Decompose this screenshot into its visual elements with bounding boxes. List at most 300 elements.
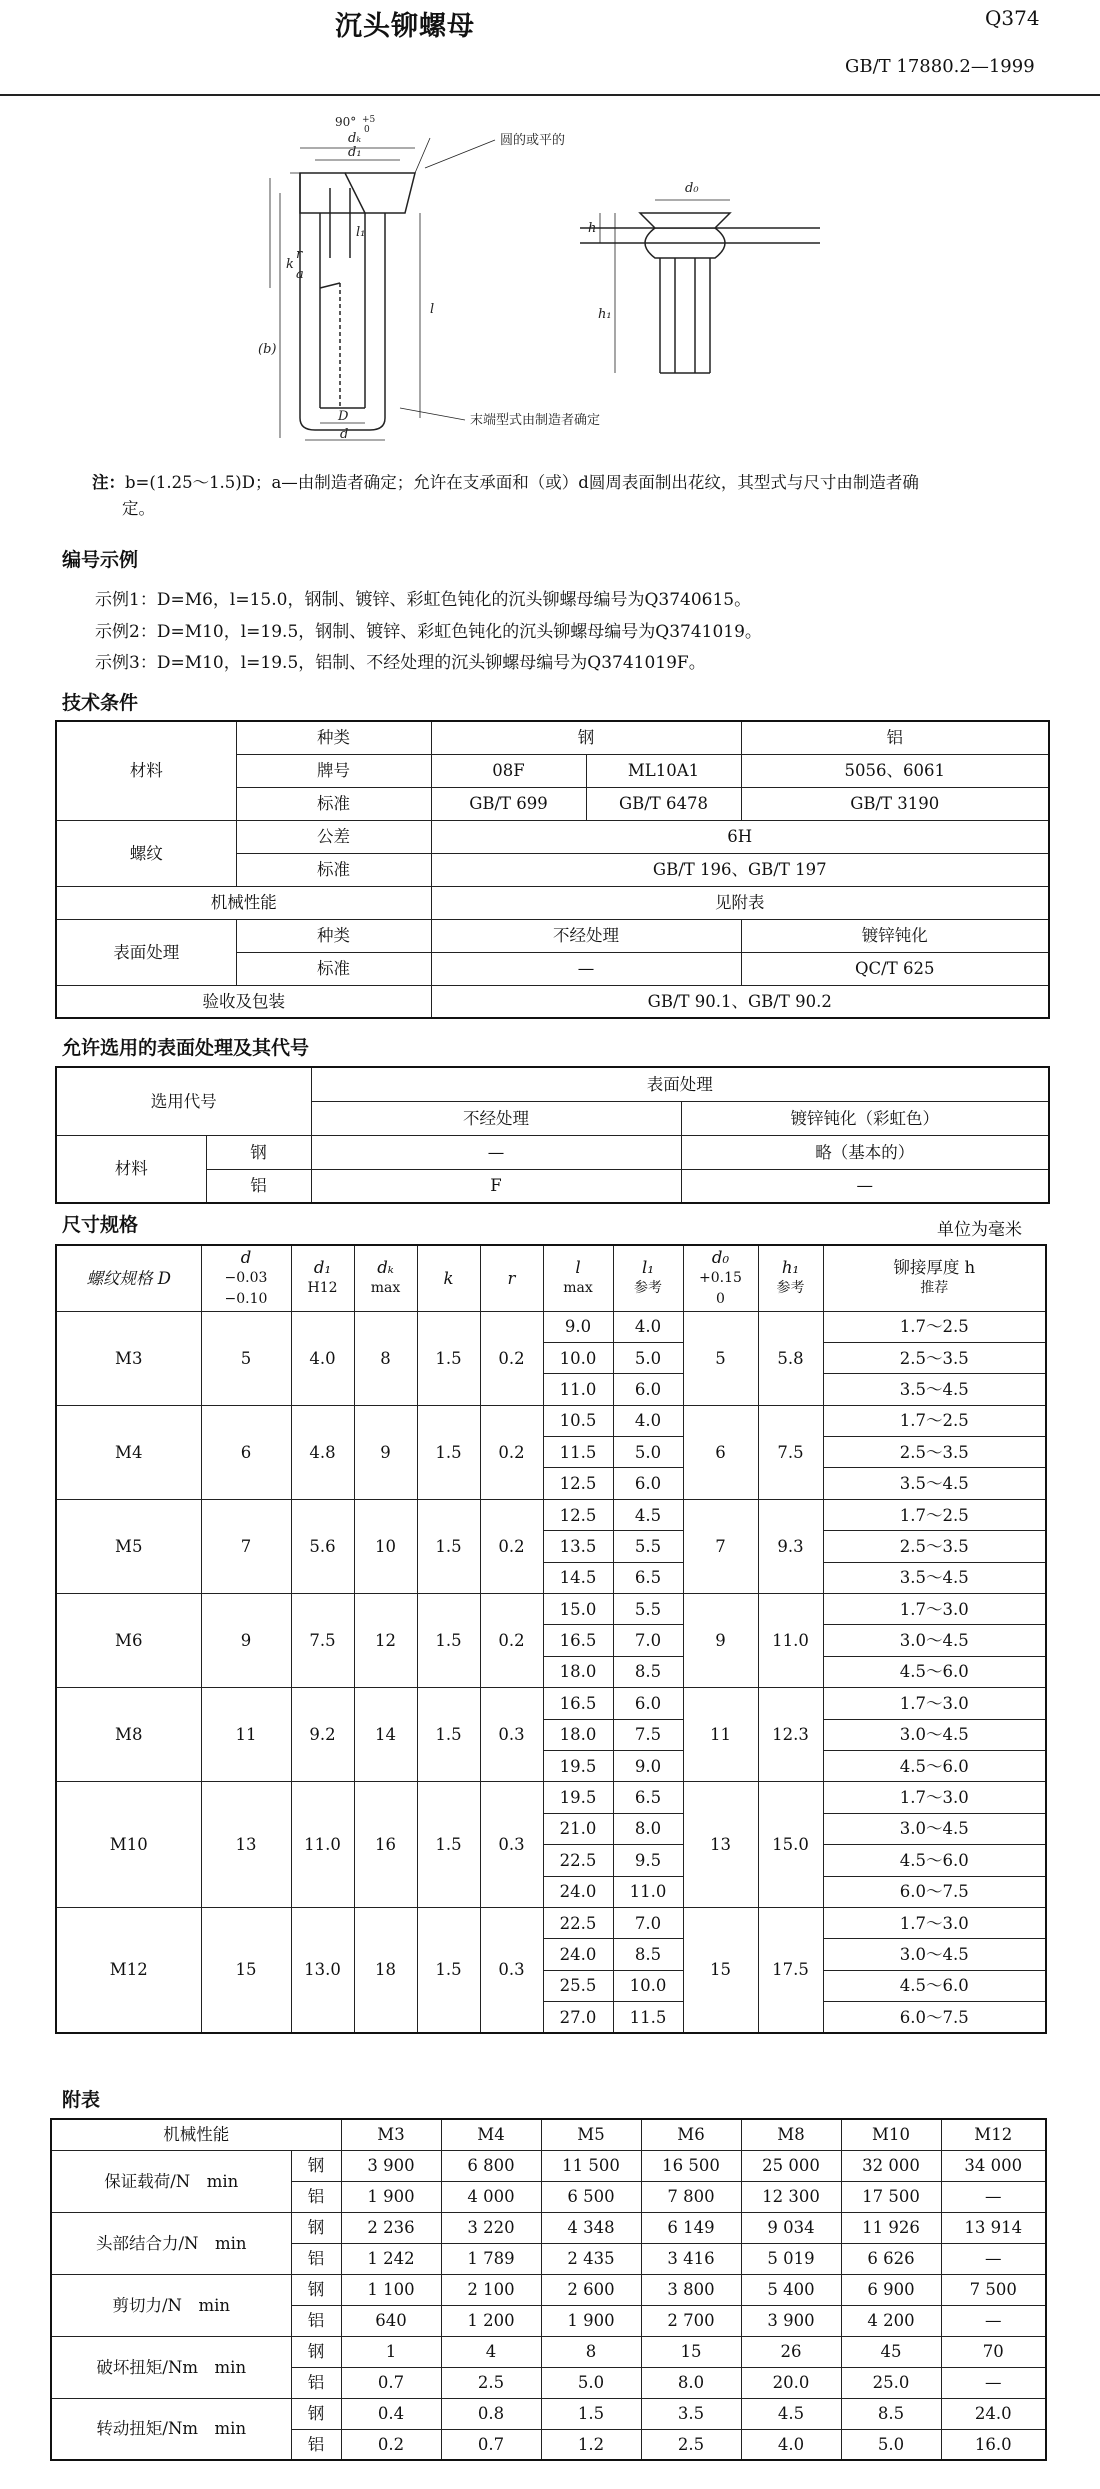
value-cell: 1 <box>341 2336 441 2367</box>
cell: 5.0 <box>613 1342 683 1373</box>
cell: 7.5 <box>291 1594 354 1688</box>
note-label: 注： <box>92 473 125 492</box>
cell: 7.5 <box>758 1405 823 1499</box>
cell: 镀锌钝化 <box>741 919 1049 952</box>
cell: 3.5～4.5 <box>823 1374 1046 1405</box>
value-cell: 34 000 <box>941 2150 1046 2181</box>
cell: 标准 <box>236 853 431 886</box>
value-cell: 6 900 <box>841 2274 941 2305</box>
appendix-header-cell: 机械性能 <box>51 2119 341 2150</box>
cell: 9 <box>201 1594 291 1688</box>
value-cell: 15 <box>641 2336 741 2367</box>
cell: 5 <box>201 1311 291 1405</box>
page-title: 沉头铆螺母 <box>335 11 475 42</box>
cell: 铝 <box>206 1169 311 1203</box>
value-cell: 7 500 <box>941 2274 1046 2305</box>
cell: 5.5 <box>613 1594 683 1625</box>
value-cell: 25.0 <box>841 2367 941 2398</box>
value-cell: 11 926 <box>841 2212 941 2243</box>
cell: GB/T 90.1、GB/T 90.2 <box>431 985 1049 1018</box>
svg-text:k: k <box>286 257 294 272</box>
value-cell: 6 800 <box>441 2150 541 2181</box>
cell: 10.0 <box>613 1970 683 2001</box>
cell: 18.0 <box>543 1719 613 1750</box>
cell: 标准 <box>236 787 431 820</box>
cell: 2.5～3.5 <box>823 1342 1046 1373</box>
cell: 16 <box>354 1782 417 1908</box>
cell: 21.0 <box>543 1813 613 1844</box>
cell: 3.0～4.5 <box>823 1625 1046 1656</box>
cell: 11.0 <box>543 1374 613 1405</box>
cell: 10.5 <box>543 1405 613 1436</box>
property-name: 保证载荷/N min <box>51 2150 291 2212</box>
dims-row <box>56 1405 1046 1436</box>
cell: 1.5 <box>417 1594 480 1688</box>
cell: 验收及包装 <box>56 985 431 1018</box>
cell: 9 <box>354 1405 417 1499</box>
value-cell: 2.5 <box>641 2429 741 2460</box>
material-cell: 钢 <box>291 2150 341 2181</box>
cell: 16.5 <box>543 1625 613 1656</box>
dims-header-dk: dₖ max <box>354 1245 417 1311</box>
cell: 14 <box>354 1688 417 1782</box>
value-cell: 5 019 <box>741 2243 841 2274</box>
part-code: Q374 <box>985 6 1040 30</box>
cell: 4.0 <box>613 1311 683 1342</box>
svg-text:D: D <box>338 409 349 424</box>
cell: 6.5 <box>613 1562 683 1593</box>
cell: 0.2 <box>480 1499 543 1593</box>
value-cell: 12 300 <box>741 2181 841 2212</box>
cell: ML10A1 <box>586 754 741 787</box>
cell: 11 <box>201 1688 291 1782</box>
cell: 13 <box>683 1782 758 1908</box>
cell: 1.5 <box>417 1405 480 1499</box>
appendix-header-cell: M3 <box>341 2119 441 2150</box>
examples-title: 编号示例 <box>62 549 139 571</box>
surface-title: 允许选用的表面处理及其代号 <box>62 1037 310 1059</box>
cell: 1.7～3.0 <box>823 1907 1046 1938</box>
svg-text:90°: 90° <box>335 115 357 129</box>
header-rule <box>0 94 1100 96</box>
cell: 6.0 <box>613 1468 683 1499</box>
cell: 钢 <box>206 1135 311 1169</box>
cell: 7 <box>683 1499 758 1593</box>
svg-text:+5: +5 <box>362 115 376 125</box>
value-cell: 5.0 <box>841 2429 941 2460</box>
material-cell: 钢 <box>291 2212 341 2243</box>
cell: 27.0 <box>543 2002 613 2033</box>
material-cell: 铝 <box>291 2243 341 2274</box>
cell: 4.5～6.0 <box>823 1970 1046 2001</box>
cell: M3 <box>56 1311 201 1405</box>
dims-header-d: d −0.03 −0.10 <box>201 1245 291 1311</box>
value-cell: 4 200 <box>841 2305 941 2336</box>
cell: 6H <box>431 820 1049 853</box>
cell: 2.5～3.5 <box>823 1437 1046 1468</box>
surface-table <box>55 1066 1050 1204</box>
dims-header-d0: d₀ +0.15 0 <box>683 1245 758 1311</box>
cell: M6 <box>56 1594 201 1688</box>
value-cell: 8 <box>541 2336 641 2367</box>
cell: 22.5 <box>543 1907 613 1938</box>
cell: M4 <box>56 1405 201 1499</box>
cell: 12.5 <box>543 1468 613 1499</box>
material-cell: 铝 <box>291 2181 341 2212</box>
cell: 4.8 <box>291 1405 354 1499</box>
cell: 牌号 <box>236 754 431 787</box>
svg-text:0: 0 <box>364 125 370 135</box>
dims-title: 尺寸规格 <box>62 1214 139 1236</box>
cell: 5.5 <box>613 1531 683 1562</box>
appendix-row <box>51 2398 1046 2429</box>
dims-body <box>56 1311 1046 2033</box>
dims-header-h: 铆接厚度 h 推荐 <box>823 1245 1046 1311</box>
cell: 螺纹 <box>56 820 236 886</box>
cell: 15 <box>201 1907 291 2033</box>
cell: 不经处理 <box>311 1101 681 1135</box>
cell: M8 <box>56 1688 201 1782</box>
tech-table <box>55 720 1050 1019</box>
dims-header-r: r <box>480 1245 543 1311</box>
cell: 7.0 <box>613 1625 683 1656</box>
cell: 7.5 <box>613 1719 683 1750</box>
value-cell: 6 500 <box>541 2181 641 2212</box>
cell: 17.5 <box>758 1907 823 2033</box>
cell: 6.0～7.5 <box>823 1876 1046 1907</box>
cell: 25.5 <box>543 1970 613 2001</box>
value-cell: 11 500 <box>541 2150 641 2181</box>
cell: 1.7～2.5 <box>823 1405 1046 1436</box>
property-name: 头部结合力/N min <box>51 2212 291 2274</box>
svg-text:h: h <box>588 221 597 236</box>
value-cell: — <box>941 2181 1046 2212</box>
cell: 9.5 <box>613 1845 683 1876</box>
value-cell: 3 220 <box>441 2212 541 2243</box>
note-text-cont: 定。 <box>122 499 155 518</box>
cell: 6.0～7.5 <box>823 2002 1046 2033</box>
appendix-header-cell: M12 <box>941 2119 1046 2150</box>
cell: 0.2 <box>480 1594 543 1688</box>
cell: 机械性能 <box>56 886 431 919</box>
cell: 0.2 <box>480 1311 543 1405</box>
value-cell: 3 800 <box>641 2274 741 2305</box>
cell: M10 <box>56 1782 201 1908</box>
material-cell: 铝 <box>291 2429 341 2460</box>
value-cell: 6 149 <box>641 2212 741 2243</box>
cell: 13.5 <box>543 1531 613 1562</box>
cell: 15.0 <box>758 1782 823 1908</box>
cell: 6.0 <box>613 1688 683 1719</box>
value-cell: 1 900 <box>341 2181 441 2212</box>
cell: 5.8 <box>758 1311 823 1405</box>
appendix-row <box>51 2212 1046 2243</box>
svg-text:h₁: h₁ <box>598 307 612 322</box>
value-cell: 4 348 <box>541 2212 641 2243</box>
cell: 18 <box>354 1907 417 2033</box>
cell: 7.0 <box>613 1907 683 1938</box>
dims-row <box>56 1688 1046 1719</box>
cell: 19.5 <box>543 1750 613 1781</box>
dims-row <box>56 1311 1046 1342</box>
cell: 10.0 <box>543 1342 613 1373</box>
cell: 3.0～4.5 <box>823 1813 1046 1844</box>
value-cell: 1 789 <box>441 2243 541 2274</box>
appendix-header-row <box>51 2119 1046 2150</box>
cell: 18.0 <box>543 1656 613 1687</box>
cell: 材料 <box>56 1135 206 1203</box>
cell: 11.0 <box>291 1782 354 1908</box>
property-name: 破坏扭矩/Nm min <box>51 2336 291 2398</box>
cell: 5.0 <box>613 1437 683 1468</box>
cell: 3.5～4.5 <box>823 1562 1046 1593</box>
cell: 8.5 <box>613 1939 683 1970</box>
note-text: b=(1.25～1.5)D；a—由制造者确定；允许在支承面和（或）d圆周表面制出花纹，其型式与尺寸由制造者确 <box>125 473 919 492</box>
cell: 9 <box>683 1594 758 1688</box>
svg-text:圆的或平的: 圆的或平的 <box>500 133 566 148</box>
cell: 1.5 <box>417 1907 480 2033</box>
cell: 14.5 <box>543 1562 613 1593</box>
cell: 15.0 <box>543 1594 613 1625</box>
appendix-table <box>50 2118 1047 2461</box>
cell: 9.0 <box>543 1311 613 1342</box>
cell: 16.5 <box>543 1688 613 1719</box>
appendix-header-cell: M10 <box>841 2119 941 2150</box>
cell: GB/T 699 <box>431 787 586 820</box>
cell: M12 <box>56 1907 201 2033</box>
value-cell: 2 435 <box>541 2243 641 2274</box>
value-cell: 13 914 <box>941 2212 1046 2243</box>
cell: 1.5 <box>417 1311 480 1405</box>
cell: 1.7～3.0 <box>823 1594 1046 1625</box>
cell: 1.5 <box>417 1688 480 1782</box>
svg-text:末端型式由制造者确定: 末端型式由制造者确定 <box>470 413 601 428</box>
cell: M5 <box>56 1499 201 1593</box>
cell: 镀锌钝化（彩虹色） <box>681 1101 1049 1135</box>
value-cell: 5 400 <box>741 2274 841 2305</box>
cell: 9.2 <box>291 1688 354 1782</box>
cell: 7 <box>201 1499 291 1593</box>
cell: 材料 <box>56 721 236 820</box>
svg-text:(b): (b) <box>258 342 277 357</box>
appendix-row <box>51 2336 1046 2367</box>
value-cell: 3.5 <box>641 2398 741 2429</box>
property-name: 剪切力/N min <box>51 2274 291 2336</box>
cell: 见附表 <box>431 886 1049 919</box>
value-cell: 2.5 <box>441 2367 541 2398</box>
cell: — <box>431 952 741 985</box>
appendix-row <box>51 2150 1046 2181</box>
svg-text:d₀: d₀ <box>685 181 699 196</box>
cell: 1.7～2.5 <box>823 1499 1046 1530</box>
cell: 4.5～6.0 <box>823 1656 1046 1687</box>
value-cell: 7 800 <box>641 2181 741 2212</box>
cell: 11.0 <box>758 1594 823 1688</box>
dims-header-l1: l₁ 参考 <box>613 1245 683 1311</box>
cell: 15 <box>683 1907 758 2033</box>
appendix-header-cell: M8 <box>741 2119 841 2150</box>
value-cell: 1.5 <box>541 2398 641 2429</box>
appendix-header-cell: M5 <box>541 2119 641 2150</box>
cell: 5056、6061 <box>741 754 1049 787</box>
cell: 1.7～2.5 <box>823 1311 1046 1342</box>
dims-header-k: k <box>417 1245 480 1311</box>
value-cell: — <box>941 2305 1046 2336</box>
cell: 9.3 <box>758 1499 823 1593</box>
material-cell: 铝 <box>291 2305 341 2336</box>
value-cell: 24.0 <box>941 2398 1046 2429</box>
value-cell: 25 000 <box>741 2150 841 2181</box>
value-cell: 17 500 <box>841 2181 941 2212</box>
cell: 19.5 <box>543 1782 613 1813</box>
appendix-header-cell: M4 <box>441 2119 541 2150</box>
cell: 铝 <box>741 721 1049 754</box>
value-cell: 16 500 <box>641 2150 741 2181</box>
cell: 4.5 <box>613 1499 683 1530</box>
value-cell: 1 100 <box>341 2274 441 2305</box>
value-cell: 32 000 <box>841 2150 941 2181</box>
cell: 12.3 <box>758 1688 823 1782</box>
cell: 08F <box>431 754 586 787</box>
cell: 表面处理 <box>56 919 236 985</box>
cell: 表面处理 <box>311 1067 1049 1101</box>
value-cell: 4 000 <box>441 2181 541 2212</box>
value-cell: 3 900 <box>341 2150 441 2181</box>
value-cell: — <box>941 2367 1046 2398</box>
cell: 6.5 <box>613 1782 683 1813</box>
dims-row <box>56 1907 1046 1938</box>
cell: 3.0～4.5 <box>823 1719 1046 1750</box>
svg-text:dₖ: dₖ <box>348 131 362 146</box>
cell: 12.5 <box>543 1499 613 1530</box>
value-cell: 1 242 <box>341 2243 441 2274</box>
cell: 略（基本的） <box>681 1135 1049 1169</box>
cell: — <box>311 1135 681 1169</box>
dims-header-spec: 螺纹规格 D <box>56 1245 201 1311</box>
dims-row <box>56 1499 1046 1530</box>
value-cell: 2 236 <box>341 2212 441 2243</box>
cell: 11 <box>683 1688 758 1782</box>
example-1: 示例1：D=M6，l=15.0，钢制、镀锌、彩虹色钝化的沉头铆螺母编号为Q3740615。 <box>95 590 752 610</box>
value-cell: 3 900 <box>741 2305 841 2336</box>
cell: 0.3 <box>480 1782 543 1908</box>
cell: 24.0 <box>543 1939 613 1970</box>
cell: 22.5 <box>543 1845 613 1876</box>
cell: 1.7～3.0 <box>823 1782 1046 1813</box>
cell: 11.5 <box>543 1437 613 1468</box>
svg-text:r: r <box>296 247 303 262</box>
value-cell: 16.0 <box>941 2429 1046 2460</box>
cell: 4.5～6.0 <box>823 1750 1046 1781</box>
value-cell: 8.5 <box>841 2398 941 2429</box>
cell: 6 <box>201 1405 291 1499</box>
unit-note: 单位为毫米 <box>937 1220 1022 1240</box>
cell: 3.5～4.5 <box>823 1468 1046 1499</box>
cell: 0.2 <box>480 1405 543 1499</box>
svg-text:d₁: d₁ <box>348 145 362 160</box>
cell: 11.0 <box>613 1876 683 1907</box>
appendix-row <box>51 2274 1046 2305</box>
cell: GB/T 3190 <box>741 787 1049 820</box>
material-cell: 钢 <box>291 2398 341 2429</box>
cell: 钢 <box>431 721 741 754</box>
cell: 4.0 <box>613 1405 683 1436</box>
value-cell: 2 700 <box>641 2305 741 2336</box>
cell: 2.5～3.5 <box>823 1531 1046 1562</box>
value-cell: 640 <box>341 2305 441 2336</box>
value-cell: 1 900 <box>541 2305 641 2336</box>
value-cell: 9 034 <box>741 2212 841 2243</box>
cell: 4.5～6.0 <box>823 1845 1046 1876</box>
svg-text:l₁: l₁ <box>356 225 366 240</box>
cell: 0.3 <box>480 1688 543 1782</box>
value-cell: 1 200 <box>441 2305 541 2336</box>
value-cell: 0.8 <box>441 2398 541 2429</box>
appendix-body <box>51 2119 1046 2460</box>
value-cell: 0.7 <box>341 2367 441 2398</box>
example-3: 示例3：D=M10，l=19.5，铝制、不经处理的沉头铆螺母编号为Q3741019F。 <box>95 653 706 673</box>
dims-table <box>55 1244 1047 2034</box>
value-cell: 4 <box>441 2336 541 2367</box>
cell: 种类 <box>236 919 431 952</box>
appendix-header-cell: M6 <box>641 2119 741 2150</box>
value-cell: 3 416 <box>641 2243 741 2274</box>
cell: 1.5 <box>417 1782 480 1908</box>
material-cell: 钢 <box>291 2274 341 2305</box>
cell: 公差 <box>236 820 431 853</box>
value-cell: 0.2 <box>341 2429 441 2460</box>
cell: 6.0 <box>613 1374 683 1405</box>
cell: 0.3 <box>480 1907 543 2033</box>
example-2: 示例2：D=M10，l=19.5，钢制、镀锌、彩虹色钝化的沉头铆螺母编号为Q3741019。 <box>95 622 762 642</box>
dims-header-l: l max <box>543 1245 613 1311</box>
value-cell: 0.7 <box>441 2429 541 2460</box>
dims-row <box>56 1782 1046 1813</box>
cell: 5.6 <box>291 1499 354 1593</box>
value-cell: 5.0 <box>541 2367 641 2398</box>
appendix-title: 附表 <box>62 2089 101 2111</box>
value-cell: 26 <box>741 2336 841 2367</box>
dims-header-d1: d₁ H12 <box>291 1245 354 1311</box>
cell: 6 <box>683 1405 758 1499</box>
material-cell: 铝 <box>291 2367 341 2398</box>
value-cell: 70 <box>941 2336 1046 2367</box>
cell: 5 <box>683 1311 758 1405</box>
cell: 10 <box>354 1499 417 1593</box>
cell: GB/T 6478 <box>586 787 741 820</box>
svg-text:d: d <box>340 427 349 442</box>
svg-text:a: a <box>296 267 304 282</box>
value-cell: — <box>941 2243 1046 2274</box>
cell: 11.5 <box>613 2002 683 2033</box>
cell: 8.5 <box>613 1656 683 1687</box>
svg-text:l: l <box>430 302 435 317</box>
cell: 13 <box>201 1782 291 1908</box>
value-cell: 1.2 <box>541 2429 641 2460</box>
value-cell: 0.4 <box>341 2398 441 2429</box>
cell: 24.0 <box>543 1876 613 1907</box>
value-cell: 45 <box>841 2336 941 2367</box>
cell: 8 <box>354 1311 417 1405</box>
cell: 选用代号 <box>56 1067 311 1135</box>
cell: 4.0 <box>291 1311 354 1405</box>
property-name: 转动扭矩/Nm min <box>51 2398 291 2460</box>
cell: QC/T 625 <box>741 952 1049 985</box>
material-cell: 钢 <box>291 2336 341 2367</box>
cell: 3.0～4.5 <box>823 1939 1046 1970</box>
value-cell: 4.5 <box>741 2398 841 2429</box>
dims-header-h1: h₁ 参考 <box>758 1245 823 1311</box>
